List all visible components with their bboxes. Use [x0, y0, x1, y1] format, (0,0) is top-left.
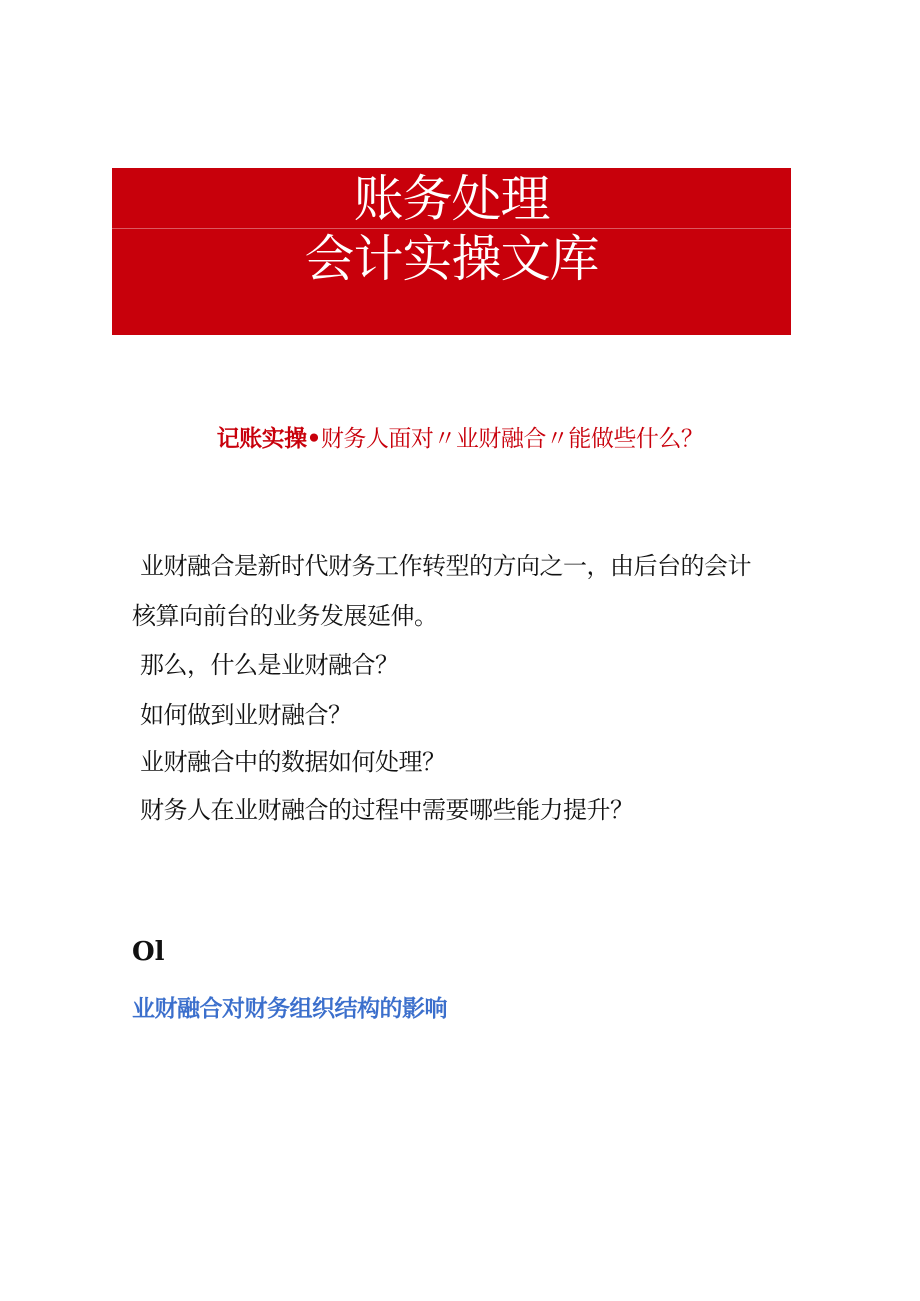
- intro-line-2: 核算向前台的业务发展延伸。: [132, 602, 438, 630]
- question-4: 财务人在业财融合的过程中需要哪些能力提升？: [140, 796, 634, 824]
- title-banner: [112, 168, 791, 335]
- section-title: 业财融合对财务组织结构的影响: [132, 996, 447, 1022]
- subtitle-prefix: 记账实操•: [216, 426, 321, 452]
- question-1: 那么，什么是业财融合？: [140, 651, 399, 679]
- question-2: 如何做到业财融合？: [140, 701, 352, 729]
- banner-divider: [112, 228, 791, 229]
- section-number: Ol: [132, 937, 165, 967]
- article-subtitle: [0, 425, 920, 453]
- question-3: 业财融合中的数据如何处理？: [140, 748, 446, 776]
- banner-title-line-2: 会计实操文库: [304, 230, 599, 288]
- subtitle-text: 财务人面对〃业财融合〃能做些什么？: [320, 426, 704, 452]
- banner-title-line-1: 账务处理: [353, 170, 550, 228]
- intro-line-1: 业财融合是新时代财务工作转型的方向之一，由后台的会计: [140, 552, 751, 580]
